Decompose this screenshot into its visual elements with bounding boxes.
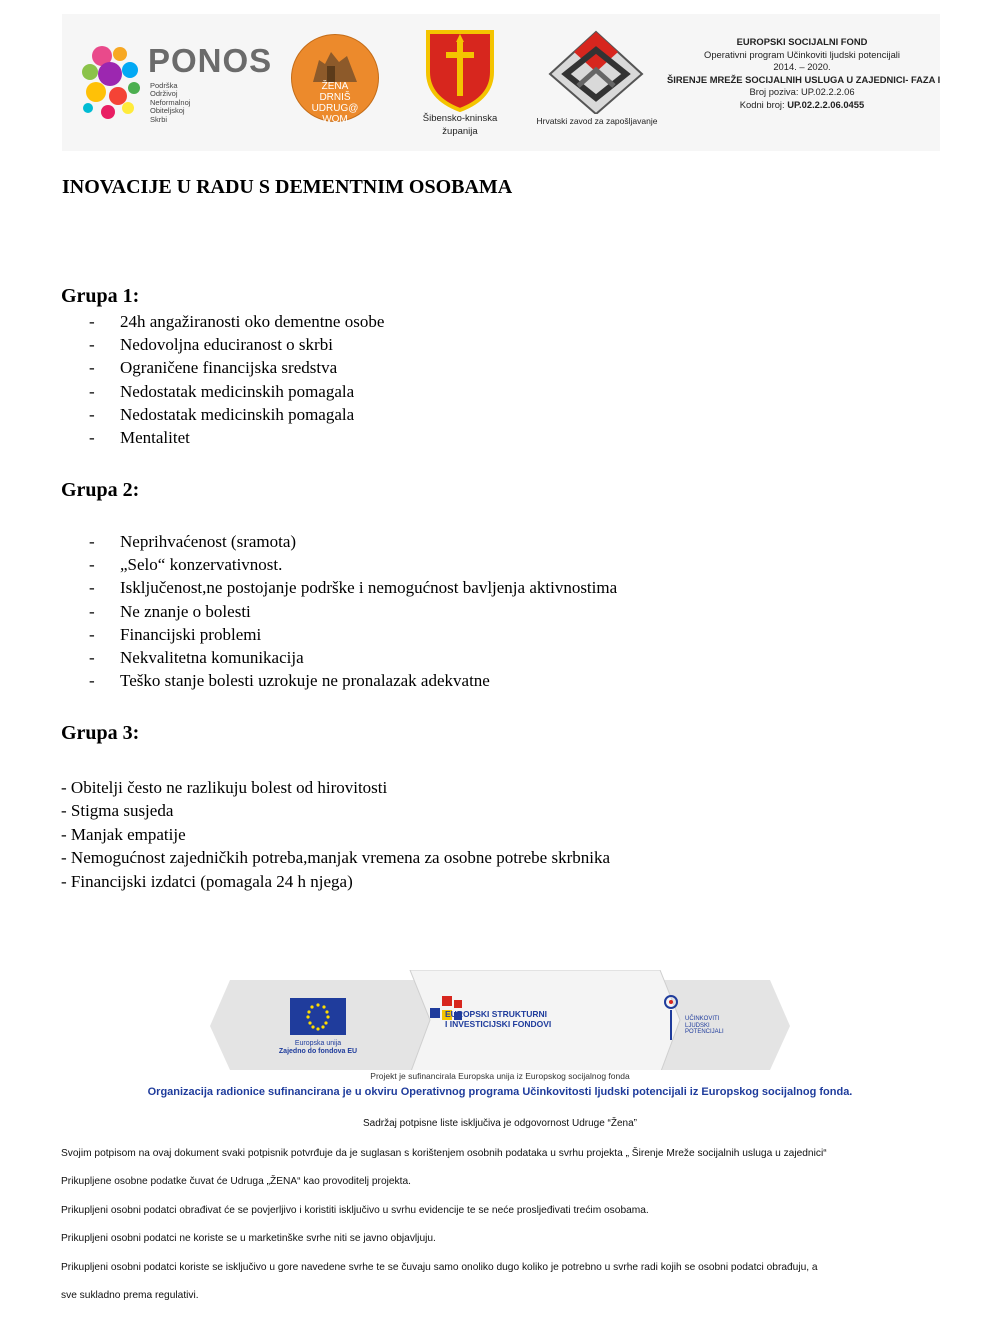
group-2-list (89, 530, 617, 692)
esf-code-number: Kodni broj: UP.02.2.2.06.0455 (739, 98, 865, 110)
list-item: - Mentalitet (89, 427, 190, 447)
privacy-notice: Prikupljene osobne podatke čuvat će Udruga „ŽENA“ kao provoditelj projekta. (61, 1176, 411, 1187)
zena-logo-text: ŽENA DRNIŠ UDRUG@ WOM (311, 81, 359, 125)
document-title: INOVACIJE U RADU S DEMENTNIM OSOBAMA (62, 176, 513, 198)
castle-icon (309, 48, 361, 82)
esif-caption: EUROPSKI STRUKTURNI I INVESTICIJSKI FONDOVI (445, 1009, 552, 1029)
list-item: - Nedostatak medicinskih pomagala (89, 404, 355, 424)
list-item: - Obitelji često ne razlikuju bolest od hirovitosti (61, 778, 388, 797)
list-item: - Ograničene financijska sredstva (89, 358, 338, 378)
eu-caption: Europska unija Zajedno do fondova EU (278, 1040, 358, 1055)
cofinancing-note: Projekt je sufinancirala Europska unija iz Europskog socijalnog fonda (370, 1071, 630, 1081)
list-item: - 24h angažiranosti oko dementne osobe (89, 312, 385, 331)
group-2-heading: Grupa 2: (61, 479, 140, 501)
list-item: - Manjak empatije (61, 824, 186, 844)
header-logo-strip (62, 14, 940, 151)
list-item: - Nemogućnost zajedničkih potreba,manjak vremena za osobne potrebe skrbnika (61, 848, 610, 868)
hzz-emblem-icon (548, 30, 644, 114)
list-item: - Nekvalitetna komunikacija (89, 647, 304, 667)
esf-years: 2014. – 2020. (773, 61, 831, 73)
sibensko-kninska-crest (422, 28, 498, 148)
coat-of-arms-icon (422, 28, 498, 112)
organization-note: Organizacija radionice sufinancirana je u okviru Operativnog programa Učinkovitosti ljudski potencijali iz Europskog socijalnog fonda. (147, 1086, 853, 1098)
privacy-notice: Svojim potpisom na ovaj dokument svaki potpisnik potvrđuje da je suglasan s korištenjem osobnih podataka u svrhu projekta „ Širenje Mreže socijalnih usluga u zajednici“ (61, 1148, 827, 1159)
privacy-notice: Prikupljeni osobni podatci obrađivat će se povjerljivo i koristiti isključivo u svrhu evidencije te se neće prosljeđivati trećim osobama. (61, 1205, 649, 1216)
esf-call-number: Broj poziva: UP.02.2.2.06 (749, 86, 855, 98)
esf-programme: Operativni program Učinkoviti ljudski potencijali (704, 48, 900, 60)
list-item: - Nedostatak medicinskih pomagala (89, 381, 355, 401)
esf-project-name: ŠIRENJE MREŽE SOCIJALNIH USLUGA U ZAJEDNICI- FAZA I (667, 73, 941, 85)
ponos-subtitle: Podrška Održivoj Neformalnoj Obiteljskoj Skrbi (150, 81, 191, 124)
eu-flag-icon (290, 998, 346, 1035)
crest-caption: Šibensko-kninska županija (422, 113, 498, 137)
esf-project-info (667, 36, 941, 112)
group-1-heading: Grupa 1: (61, 285, 140, 307)
list-item: - Nedovoljna educiranost o skrbi (89, 335, 333, 355)
group-1-list (89, 310, 384, 449)
hzz-caption: Hrvatski zavod za zapošljavanje (536, 116, 658, 126)
privacy-notice: Prikupljeni osobni podatci koriste se isključivo u gore navedene svrhe te se čuvaju samo onoliko dugo koliko je potrebno u svrhe radi kojih se osobni podatci obrađuju, a (61, 1262, 818, 1273)
list-item: - Financijski problemi (89, 624, 262, 644)
eu-funding-banner (180, 970, 820, 1070)
list-item: - Teško stanje bolesti uzrokuje ne pronalazak adekvatne (89, 671, 490, 691)
list-item: - Isključenost,ne postojanje podrške i nemogućnost bavljenja aktivnostima (89, 578, 618, 598)
list-item: - Ne znanje o bolesti (89, 601, 251, 621)
list-item: - Neprihvaćenost (sramota) (89, 532, 297, 551)
list-item: - Stigma susjeda (61, 801, 174, 821)
ponos-dots-icon (80, 42, 144, 122)
ulp-caption: UČINKOVITI LJUDSKI POTENCIJALI (685, 1016, 724, 1035)
hzz-logo (532, 30, 662, 140)
privacy-notice: Prikupljeni osobni podatci ne koriste se u marketinške svrhe niti se javno objavljuju. (61, 1233, 436, 1244)
udruga-zena-logo (291, 34, 379, 125)
group-3-heading: Grupa 3: (61, 722, 140, 744)
responsibility-note: Sadržaj potpisne liste isključiva je odgovornost Udruge “Žena” (362, 1118, 638, 1129)
list-item: - „Selo“ konzervativnost. (89, 555, 283, 575)
group-3-list (61, 776, 610, 893)
ponos-logo (80, 42, 273, 134)
list-item: - Financijski izdatci (pomagala 24 h njega) (61, 871, 353, 891)
esf-flower-icon (656, 992, 686, 1042)
ponos-name: PONOS (148, 42, 273, 79)
esf-title: EUROPSKI SOCIJALNI FOND (736, 36, 868, 47)
privacy-notice: sve sukladno prema regulativi. (61, 1290, 199, 1301)
